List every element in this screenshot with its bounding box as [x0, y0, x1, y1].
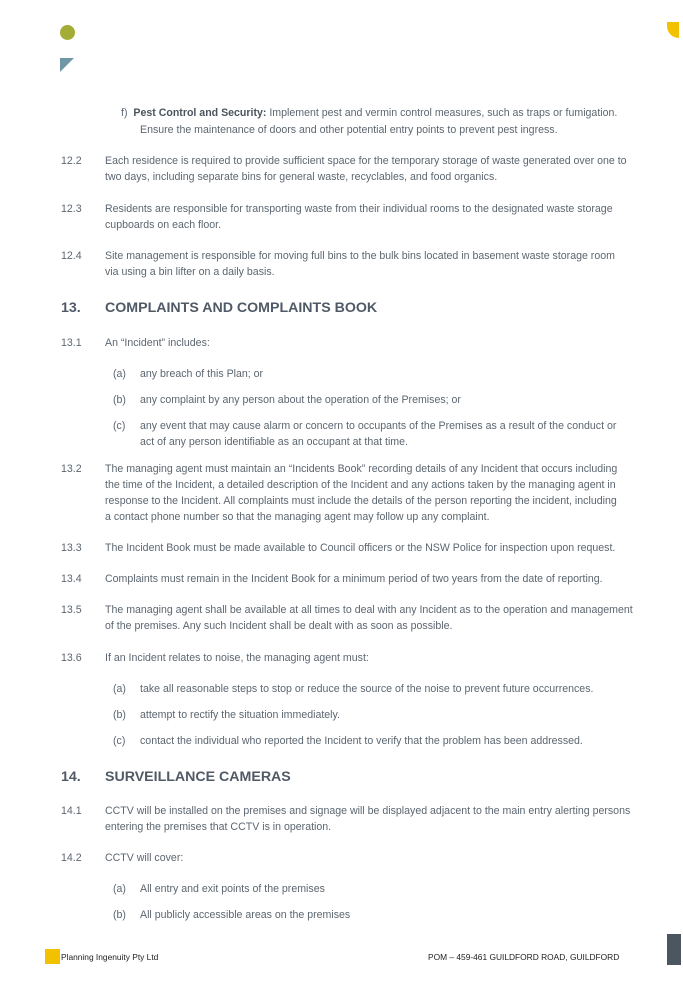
clause-number: 14.2	[61, 852, 82, 864]
clause-text: Each residence is required to provide sufficient space for the temporary storage of waste generated over one to	[105, 155, 627, 167]
list-item: All publicly accessible areas on the premises	[140, 909, 351, 921]
section-heading: SURVEILLANCE CAMERAS	[105, 769, 291, 785]
clause-text: The managing agent must maintain an “Incidents Book” recording details of any Incident that occurs including	[105, 463, 618, 475]
clause-text: CCTV will cover:	[105, 852, 184, 864]
clause-number: 14.1	[61, 805, 82, 817]
clause-number: 12.4	[61, 250, 82, 262]
clause-number: 13.3	[61, 542, 82, 554]
clause-text: The managing agent shall be available at all times to deal with any Incident as to the operation and management	[105, 604, 633, 616]
clause-text: two days, including separate bins for general waste, recyclables, and food organics.	[105, 171, 498, 183]
item-letter: (a)	[113, 683, 126, 695]
item-text: Implement pest and vermin control measures, such as traps or fumigation.	[266, 107, 618, 119]
footer-company: Planning Ingenuity Pty Ltd	[61, 952, 159, 962]
list-item: act of any person identifiable as an occupant at that time.	[140, 436, 408, 448]
clause-number: 13.5	[61, 604, 82, 616]
clause-text: An “Incident” includes:	[105, 337, 210, 349]
item-letter: f)	[121, 107, 128, 119]
section-number: 14.	[61, 769, 81, 785]
clause-text: The Incident Book must be made available to Council officers or the NSW Police for inspection upon request.	[105, 542, 616, 554]
clause-number: 13.4	[61, 573, 82, 585]
clause-number: 13.2	[61, 463, 82, 475]
item-letter: (c)	[113, 420, 126, 432]
item-letter: (b)	[113, 909, 126, 921]
clause-text: cupboards on each floor.	[105, 219, 222, 231]
clause-text: via using a bin lifter on a daily basis.	[105, 266, 275, 278]
clause-text: If an Incident relates to noise, the managing agent must:	[105, 652, 369, 664]
item-letter: (a)	[113, 368, 126, 380]
list-item: take all reasonable steps to stop or reduce the source of the noise to prevent future occurrences.	[140, 683, 594, 695]
clause-number: 12.3	[61, 203, 82, 215]
footer-square-icon	[45, 949, 60, 964]
clause-text: Site management is responsible for moving full bins to the bulk bins located in basement waste storage room	[105, 250, 615, 262]
item-letter: (a)	[113, 883, 126, 895]
item-bold-label: Pest Control and Security:	[133, 107, 267, 119]
item-letter: (c)	[113, 735, 126, 747]
clause-number: 12.2	[61, 155, 82, 167]
list-item-f	[121, 105, 653, 121]
section-number: 13.	[61, 300, 81, 316]
section-heading: COMPLAINTS AND COMPLAINTS BOOK	[105, 300, 378, 316]
list-item: All entry and exit points of the premises	[140, 883, 325, 895]
clause-number: 13.6	[61, 652, 82, 664]
corner-tab-icon	[667, 22, 679, 38]
footer-bar-icon	[667, 934, 681, 965]
clause-text: response to the Incident. All complaints must include the details of the person reporting the incident, including	[105, 495, 617, 507]
list-item: any breach of this Plan; or	[140, 368, 264, 380]
clause-text: CCTV will be installed on the premises and signage will be displayed adjacent to the main entry alerting persons	[105, 805, 631, 817]
clause-text: the time of the Incident, a detailed description of the Incident and any actions taken by the managing agent in	[105, 479, 616, 491]
logo-circle-icon	[60, 25, 75, 40]
list-item: contact the individual who reported the Incident to verify that the problem has been addressed.	[140, 735, 583, 747]
list-item: attempt to rectify the situation immediately.	[140, 709, 340, 721]
list-item: any complaint by any person about the operation of the Premises; or	[140, 394, 461, 406]
clause-text: Residents are responsible for transporting waste from their individual rooms to the designated waste storage	[105, 203, 613, 215]
list-item: any event that may cause alarm or concern to occupants of the Premises as a result of the conduct or	[140, 420, 617, 432]
footer-document-title: POM – 459-461 GUILDFORD ROAD, GUILDFORD	[428, 952, 620, 962]
item-letter: (b)	[113, 709, 126, 721]
clause-text: Complaints must remain in the Incident Book for a minimum period of two years from the date of reporting.	[105, 573, 603, 585]
clause-text: a contact phone number so that the managing agent may follow up any complaint.	[105, 511, 490, 523]
clause-text: of the premises. Any such Incident shall be dealt with as soon as possible.	[105, 620, 453, 632]
logo-triangle-icon	[60, 58, 74, 72]
clause-text: entering the premises that CCTV is in operation.	[105, 821, 332, 833]
clause-number: 13.1	[61, 337, 82, 349]
list-item-f-line2: Ensure the maintenance of doors and other potential entry points to prevent pest ingress.	[140, 124, 558, 136]
item-letter: (b)	[113, 394, 126, 406]
